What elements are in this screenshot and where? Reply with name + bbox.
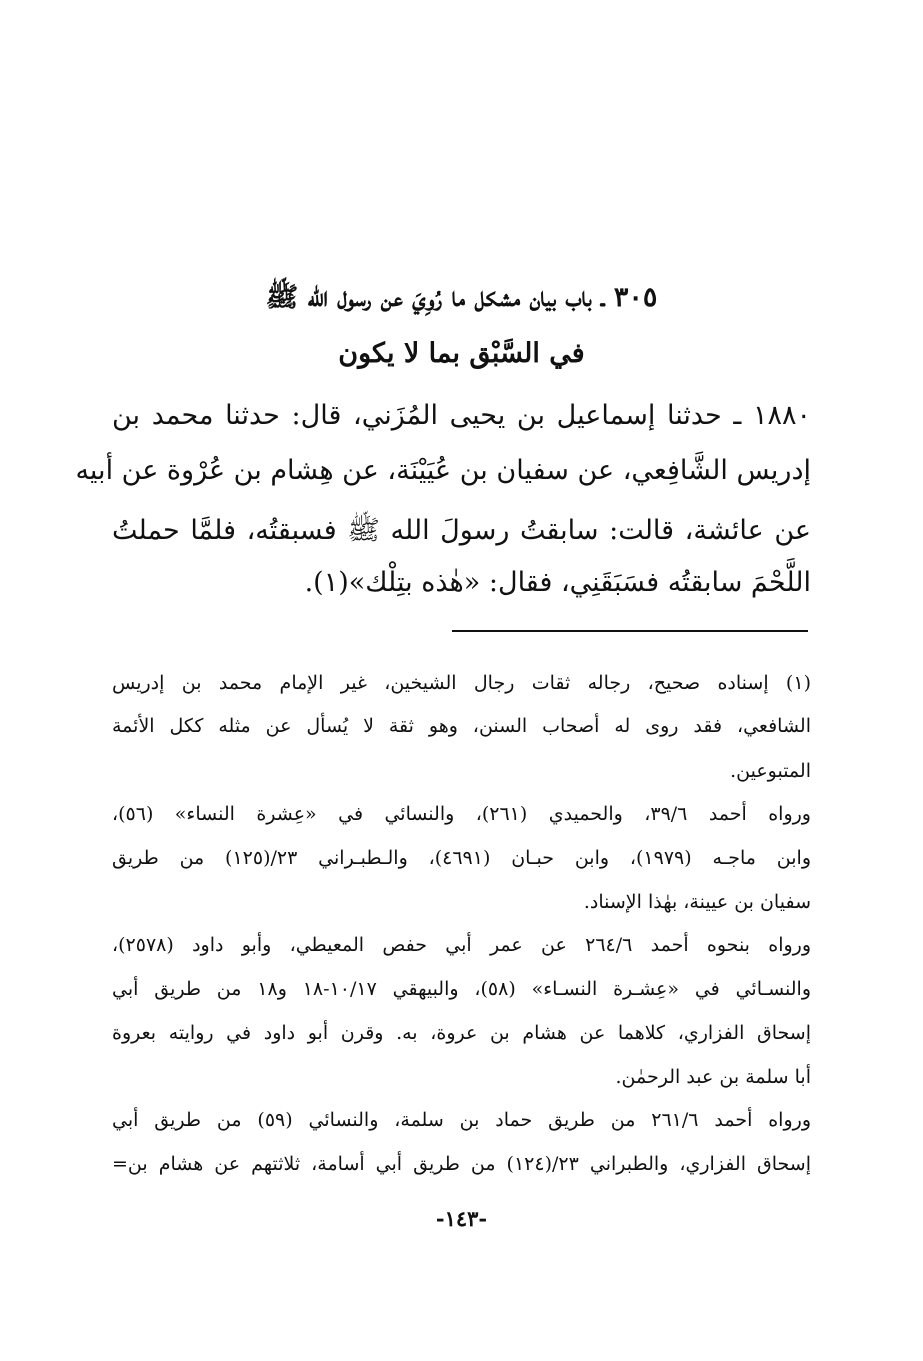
- hadith-text-line-3: عن عائشة، قالت: سابقتُ رسولَ الله ﷺ فسبقتُه، فلمَّا حملتُ: [112, 515, 811, 546]
- footnote-line: وابن ماجـه (١٩٧٩)، وابن حبـان (٤٦٩١)، والـطبـراني ٢٣/(١٢٥) من طريق: [112, 847, 811, 869]
- footnote-line: (١) إسناده صحيح، رجاله ثقات رجال الشيخين، غير الإمام محمد بن إدريس: [112, 672, 811, 694]
- hadith-text-line-2: إدريس الشَّافِعي، عن سفيان بن عُيَيْنَة، عن هِشام بن عُرْوة عن أبيه: [75, 455, 811, 486]
- footnote-line: إسحاق الفزاري، والطبراني ٢٣/(١٢٤) من طريق أبي أسامة، ثلاثتهم عن هشام بن=: [112, 1153, 811, 1175]
- footnote-line: أبا سلمة بن عبد الرحمٰن.: [615, 1066, 811, 1088]
- hadith-text-line-1: ١٨٨٠ ـ حدثنا إسماعيل بن يحيى المُزَني، قال: حدثنا محمد بن: [112, 400, 811, 431]
- chapter-title-line-2: في السَّبْق بما لا يكون: [338, 338, 585, 369]
- footnote-line: والنسـائي في «عِشـرة النسـاء» (٥٨)، والبيهقي ١٠/١٧-١٨ و١٨ من طريق أبي: [112, 978, 811, 1000]
- footnote-line: ورواه أحمد ٣٩/٦، والحميدي (٢٦١)، والنسائي في «عِشرة النساء» (٥٦)،: [112, 803, 811, 825]
- footnote-line: سفيان بن عيينة، بهٰذا الإسناد.: [583, 891, 811, 913]
- footnote-line: المتبوعين.: [730, 760, 811, 782]
- chapter-title-line-1: ٣٠٥ ـ باب بيان مشكل ما رُوِيَ عن رسول الله ﷺ: [265, 282, 658, 313]
- hadith-text-line-4: اللَّحْمَ سابقتُه فسَبَقَنِي، فقال: «هٰذه بتِلْك»(١).: [304, 567, 811, 598]
- footnote-line: إسحاق الفزاري، كلاهما عن هشام بن عروة، به. وقرن أبو داود في روايته بعروة: [112, 1022, 811, 1044]
- footnote-line: الشافعي، فقد روى له أصحاب السنن، وهو ثقة لا يُسأل عن مثله ككل الأئمة: [112, 715, 811, 737]
- footnote-line: ورواه أحمد ٢٦١/٦ من طريق حماد بن سلمة، والنسائي (٥٩) من طريق أبي: [112, 1109, 811, 1131]
- footnote-line: ورواه بنحوه أحمد ٢٦٤/٦ عن عمر أبي حفص المعيطي، وأبو داود (٢٥٧٨)،: [112, 934, 811, 956]
- footnote-separator: [452, 630, 808, 632]
- page-number: -١٤٣-: [435, 1206, 488, 1231]
